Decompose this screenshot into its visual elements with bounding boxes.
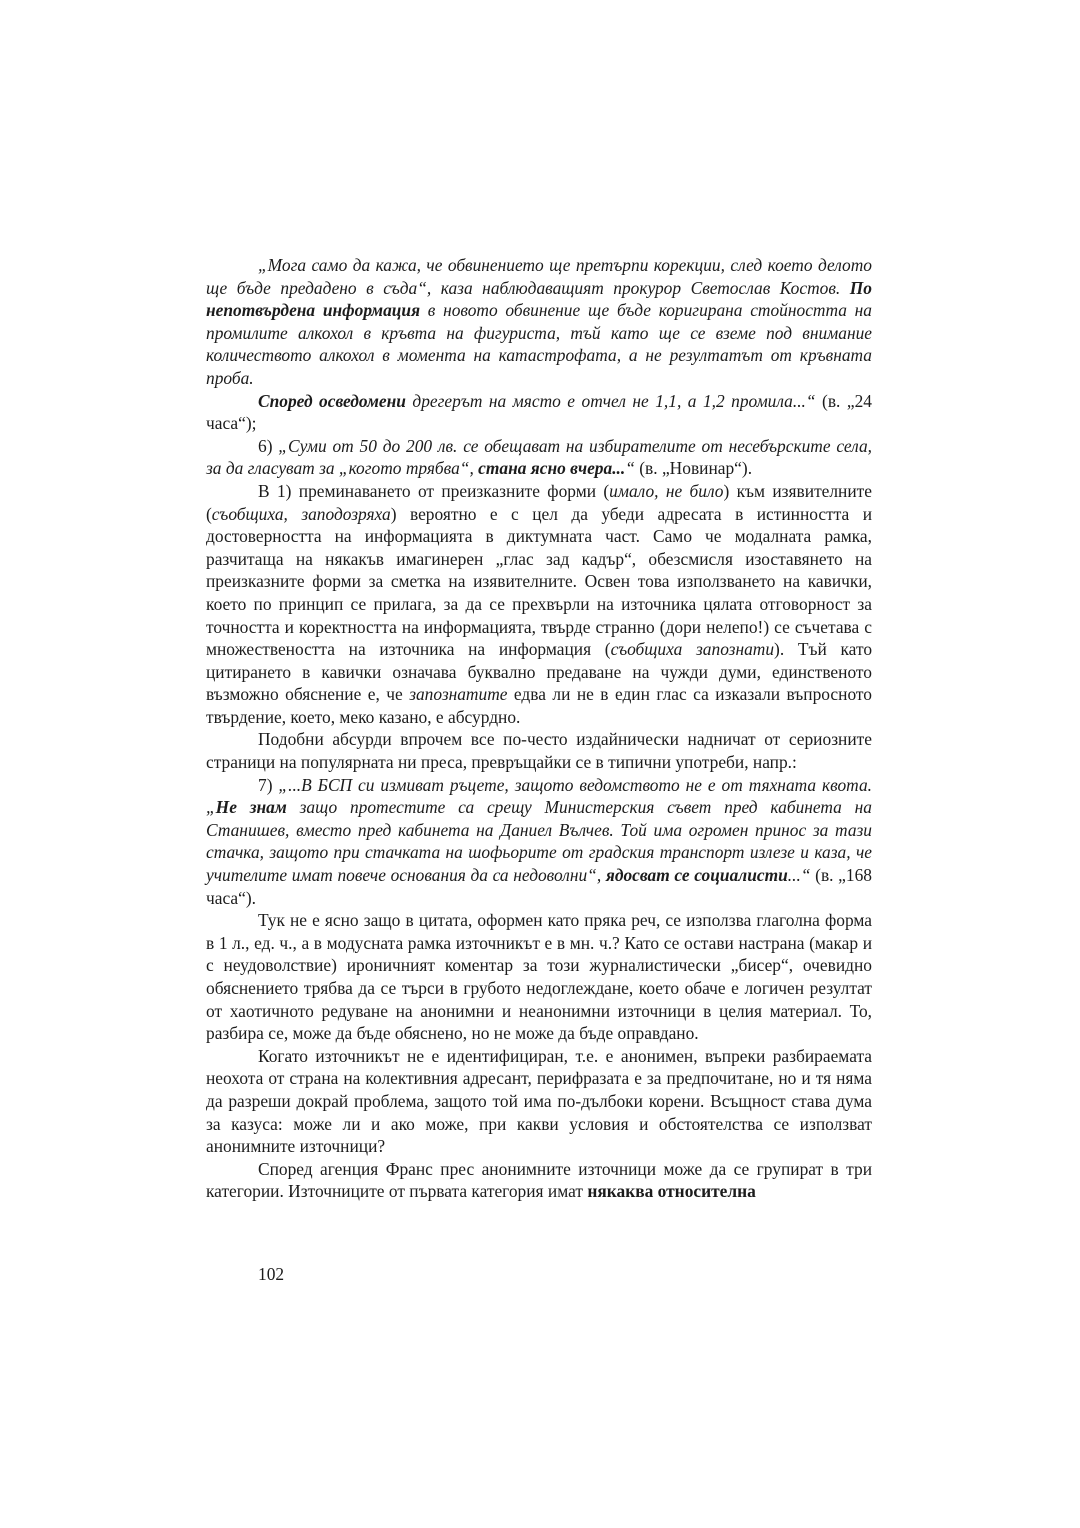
italic-text: защо протестите са срещу Министерския съвет пред кабинета на Станишев, вместо пред кабинета на Даниел Вълчев. Той има огромен принос за тази стачка, защото при стачката на шофьорите от градския транспорт излезе и каза, че учителите имат повече основания да са недоволни“, [206, 797, 872, 886]
paragraph [206, 1045, 872, 1158]
paragraph [206, 480, 872, 729]
paragraph [206, 254, 872, 390]
italic-text: „...В БСП си измиват ръцете, защото ведомството не е от тяхната квота. „ [206, 774, 872, 818]
italic-text: дрегерът на място е отчел не 1,1, а 1,2 промила...“ [405, 390, 816, 411]
body-text: (в. „168 часа“). [206, 865, 872, 908]
bold-italic-text: По непотвърдена информация [206, 277, 872, 321]
bold-italic-text: стана ясно вчера... [478, 458, 626, 479]
body-text: (в. „Новинар“). [634, 458, 753, 479]
body-text: ) към изявителните ( [206, 480, 872, 524]
paragraph [206, 909, 872, 1045]
body-text: едва ли не в един глас са изказали въпросното твърдение, което, меко казано, е абсурдно. [206, 684, 872, 727]
bold-italic-text: Не знам [215, 797, 287, 818]
body-text: ) вероятно е с цел да убеди адресата в истинността и достоверността на информацията в диктумната част. Само че модалната рамка, разчитаща на някакъв имагинерен „глас зад кадър“, обезсмисля изоставянето на преизказните форми за сметка на изявителните. Освен това използването на кавички, което по принцип се прилага, за да се прехвърли на източника цялата отговорност за точността и коректността на информацията, твърде странно (дори нелепо!) се съчетава с множествеността на източника на информация ( [206, 503, 872, 660]
document-page [206, 254, 872, 1203]
italic-text: в новото обвинение ще бъде коригирана стойността на промилите алкохол в кръвта на фигуриста, тъй като ще се вземе под внимание количеството алкохол в момента на катастрофата, а не резултатът от кръвната проба. [206, 300, 872, 388]
bold-text: някаква относителна [587, 1181, 756, 1202]
paragraph [206, 390, 872, 435]
body-text: (в. „24 часа“); [206, 390, 872, 434]
body-text: Тук не е ясно защо в цитата, оформен като пряка реч, се използва глаголна форма в 1 л., ед. ч., а в модусната рамка източникът е в мн. ч.? Като се остави настрана (макар и с неудоволствие) ироничният коментар за този журналистически „бисер“, очевидно обяснението трябва да се търси в грубото недоглеждане, което обаче е логичен резултат от хаотичното редуване на анонимни и неанонимни източници в целия материал. То, разбира се, може да бъде обяснено, но не може да бъде оправдано. [206, 910, 872, 1044]
body-text: 6) [258, 435, 279, 456]
paragraph [206, 728, 872, 773]
italic-text: запознатите [409, 684, 508, 705]
paragraph [206, 774, 872, 910]
italic-text: съобщиха запознати [610, 639, 775, 660]
italic-text: съобщиха, заподозряха [211, 503, 391, 524]
body-text: Подобни абсурди впрочем все по-често издайнически надничат от сериозните страници на популярната ни преса, превръщайки се в типични употреби, напр.: [206, 729, 872, 773]
body-text: 7) [258, 774, 279, 795]
italic-text: имало, не било [609, 480, 724, 501]
italic-text: „Мога само да кажа, че обвинението ще претърпи корекции, след което делото ще бъде предадено в съда“, каза наблюдаващият прокурор Светослав Костов. [206, 255, 872, 298]
bold-italic-text: ядосват се социалисти [605, 865, 788, 886]
page-number: 102 [258, 1264, 285, 1284]
italic-text: „Суми от 50 до 200 лв. се обещават на избирателите от несебърските села, за да гласуват за „когото трябва“, [206, 435, 872, 479]
italic-text: “ [625, 458, 635, 479]
italic-text: ...“ [787, 865, 811, 886]
body-text: ). Тъй като цитирането в кавички означава буквално предаване на чужди думи, единственото възможно обяснение е, че [206, 639, 873, 705]
body-text: Според агенция Франс прес анонимните източници може да се групират в три категории. Източниците от първата категория имат [206, 1158, 872, 1202]
paragraph [206, 1158, 872, 1203]
body-text: В 1) преминаването от преизказните форми ( [258, 480, 610, 501]
bold-italic-text: Според осведомени [258, 390, 406, 411]
paragraph [206, 435, 872, 480]
body-text: Когато източникът не е идентифициран, т.е. е анонимен, въпреки разбираемата неохота от страна на колективния адресант, перифразата е за предпочитане, но и тя няма да разреши докрай проблема, защото той има по-дълбоки корени. Всъщност става дума за казуса: може ли и ако може, при какви условия и обстоятелства се използват анонимните източници? [206, 1045, 872, 1157]
